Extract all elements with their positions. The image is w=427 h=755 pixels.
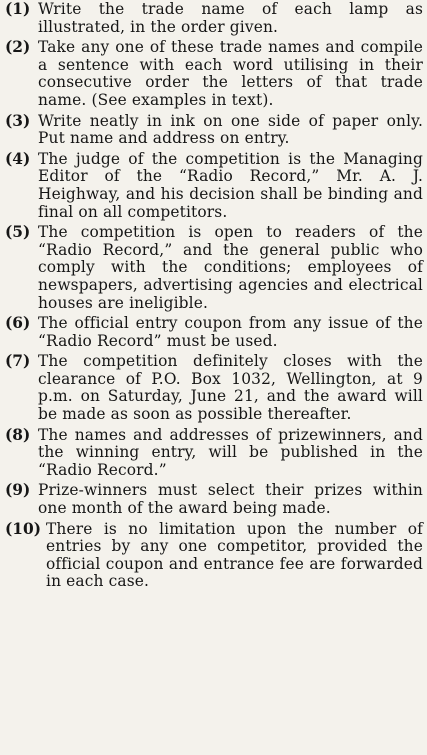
rule-text: Take any one of these trade names and compile a sentence with each word utilising in their consecutive order the letters of that trade name. (See examples in text).	[38, 38, 423, 109]
rule-text: The official entry coupon from any issue of the “Radio Record” must be used.	[38, 314, 423, 350]
rule-item-5	[5, 224, 423, 312]
rule-number: (3)	[5, 111, 31, 130]
rule-text: The competition definitely closes with the clearance of P.O. Box 1032, Wellington, at 9 p.m. on Saturday, June 21, and the award will be made as soon as possible thereafter.	[38, 352, 423, 424]
rule-number: (10)	[5, 519, 41, 538]
rule-text: Write neatly in ink on one side of paper only. Put name and address on entry.	[38, 111, 423, 148]
rule-text: The judge of the competition is the Managing Editor of the “Radio Record,” Mr. A. J. Heighway, and his decision shall be binding and final on all competitors.	[38, 149, 423, 221]
rule-item-4	[5, 151, 423, 221]
rule-item-3	[5, 113, 423, 148]
rule-item-9	[5, 482, 423, 517]
rule-text: There is no limitation upon the number of entries by any one competitor, provided the official coupon and entrance fee are forwarded in each case.	[46, 519, 423, 591]
rule-number: (8)	[5, 425, 31, 444]
rule-number: (1)	[5, 0, 31, 18]
competition-rules-list	[5, 1, 423, 591]
rule-number: (6)	[5, 314, 31, 333]
rule-item-6	[5, 315, 423, 350]
rule-item-7	[5, 353, 423, 423]
rule-number: (4)	[5, 149, 31, 168]
rule-item-2	[5, 39, 423, 109]
rule-text: Write the trade name of each lamp as illustrated, in the order given.	[38, 0, 423, 36]
rule-number: (2)	[5, 38, 31, 57]
rule-item-8	[5, 427, 423, 480]
rule-number: (7)	[5, 352, 31, 371]
rule-text: Prize-winners must select their prizes within one month of the award being made.	[38, 481, 423, 518]
rule-number: (9)	[5, 481, 31, 500]
rule-number: (5)	[5, 223, 31, 242]
rule-text: The competition is open to readers of the “Radio Record,” and the general public who comply with the conditions; employees of newspapers, advertising agencies and electrical houses are ineligible.	[38, 223, 423, 312]
rule-item-10	[5, 521, 423, 591]
rule-item-1	[5, 1, 423, 36]
rule-text: The names and addresses of prizewinners, and the winning entry, will be published in the “Radio Record.”	[38, 425, 423, 479]
